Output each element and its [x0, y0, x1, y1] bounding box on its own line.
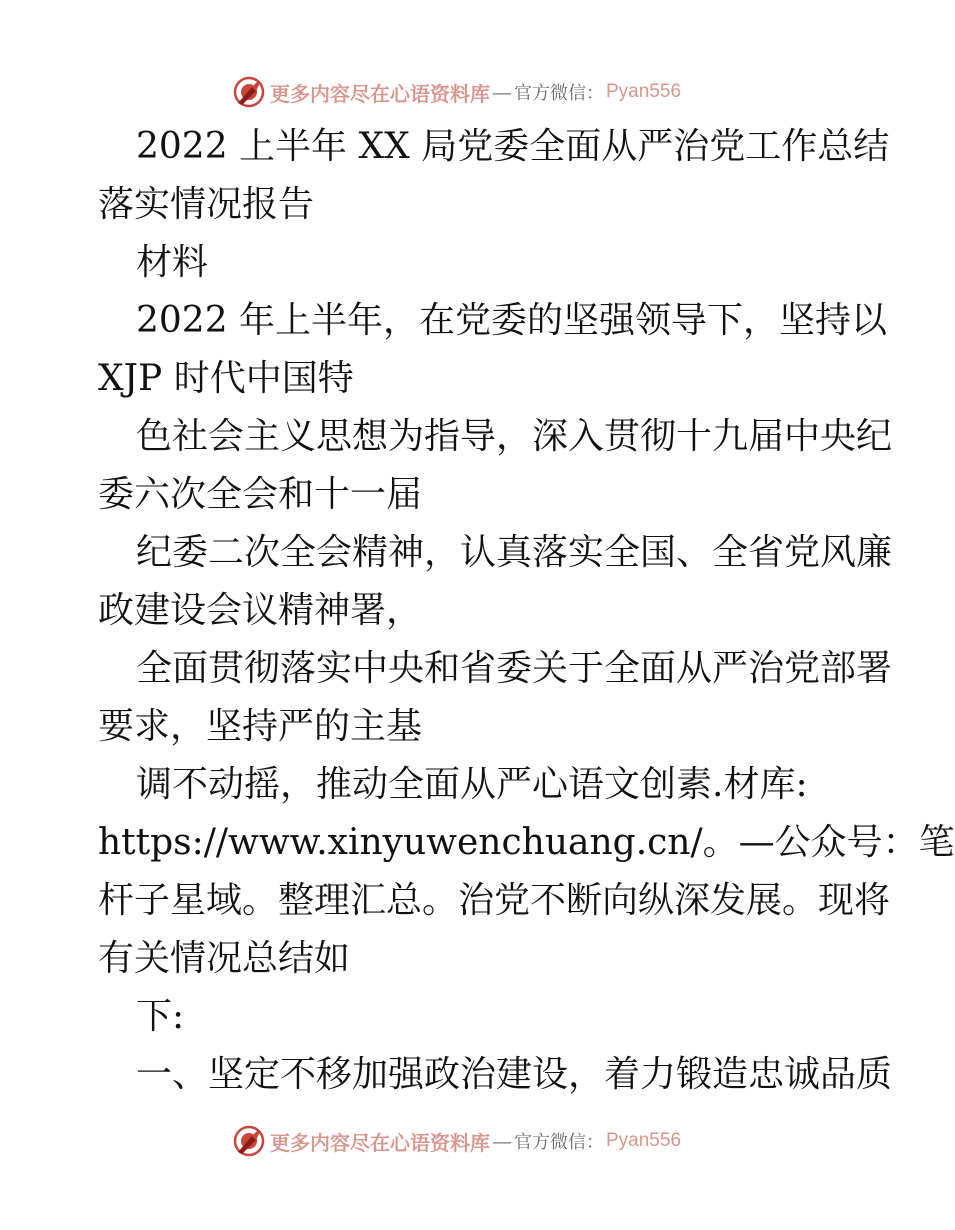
body-line: 调不动摇，推动全面从严心语文创素.材库: — [136, 764, 808, 805]
body-line: 政建设会议精神署， — [98, 590, 423, 631]
watermark-banner-top — [232, 72, 712, 112]
body-line: 委六次全会和十一届 — [98, 474, 423, 515]
title-line-1: 2022 上半年 XX 局党委全面从严治党工作总结 — [136, 126, 890, 167]
watermark-main-text: 更多内容尽在心语资料库 — [270, 1130, 490, 1155]
watermark-banner-bottom — [232, 1121, 712, 1161]
watermark-wechat-id: Pyan556 — [606, 81, 682, 102]
body-line: 纪委二次全会精神，认真落实全国、全省党风廉 — [136, 532, 893, 573]
pen-circle-logo-icon — [232, 1124, 266, 1158]
watermark-main-text: 更多内容尽在心语资料库 — [270, 81, 490, 106]
title-line-2: 落实情况报告 — [98, 184, 315, 225]
body-line: 色社会主义思想为指导，深入贯彻十九届中央纪 — [136, 416, 893, 457]
watermark-official-label: 官方微信： — [514, 1132, 604, 1153]
document-body — [98, 118, 955, 1104]
watermark-separator: — — [492, 1129, 512, 1153]
body-line: 全面贯彻落实中央和省委关于全面从严治党部署 — [136, 648, 893, 689]
body-line: 2022 年上半年，在党委的坚强领导下，坚持以 — [136, 300, 888, 341]
body-line: 有关情况总结如 — [98, 938, 351, 979]
body-line: 下: — [136, 996, 185, 1037]
body-line-url: https://www.xinyuwenchuang.cn/。—公众号：笔 — [98, 822, 955, 863]
body-line: 材料 — [136, 242, 209, 283]
body-line: XJP 时代中国特 — [98, 358, 354, 399]
watermark-separator: — — [492, 80, 512, 104]
section-heading: 一、坚定不移加强政治建设，着力锻造忠诚品质 — [136, 1054, 893, 1095]
watermark-wechat-id: Pyan556 — [606, 1130, 682, 1151]
watermark-official-label: 官方微信： — [514, 83, 604, 104]
pen-circle-logo-icon — [232, 75, 266, 109]
body-line: 杆子星域。整理汇总。治党不断向纵深发展。现将 — [98, 880, 891, 921]
body-line: 要求，坚持严的主基 — [98, 706, 423, 747]
